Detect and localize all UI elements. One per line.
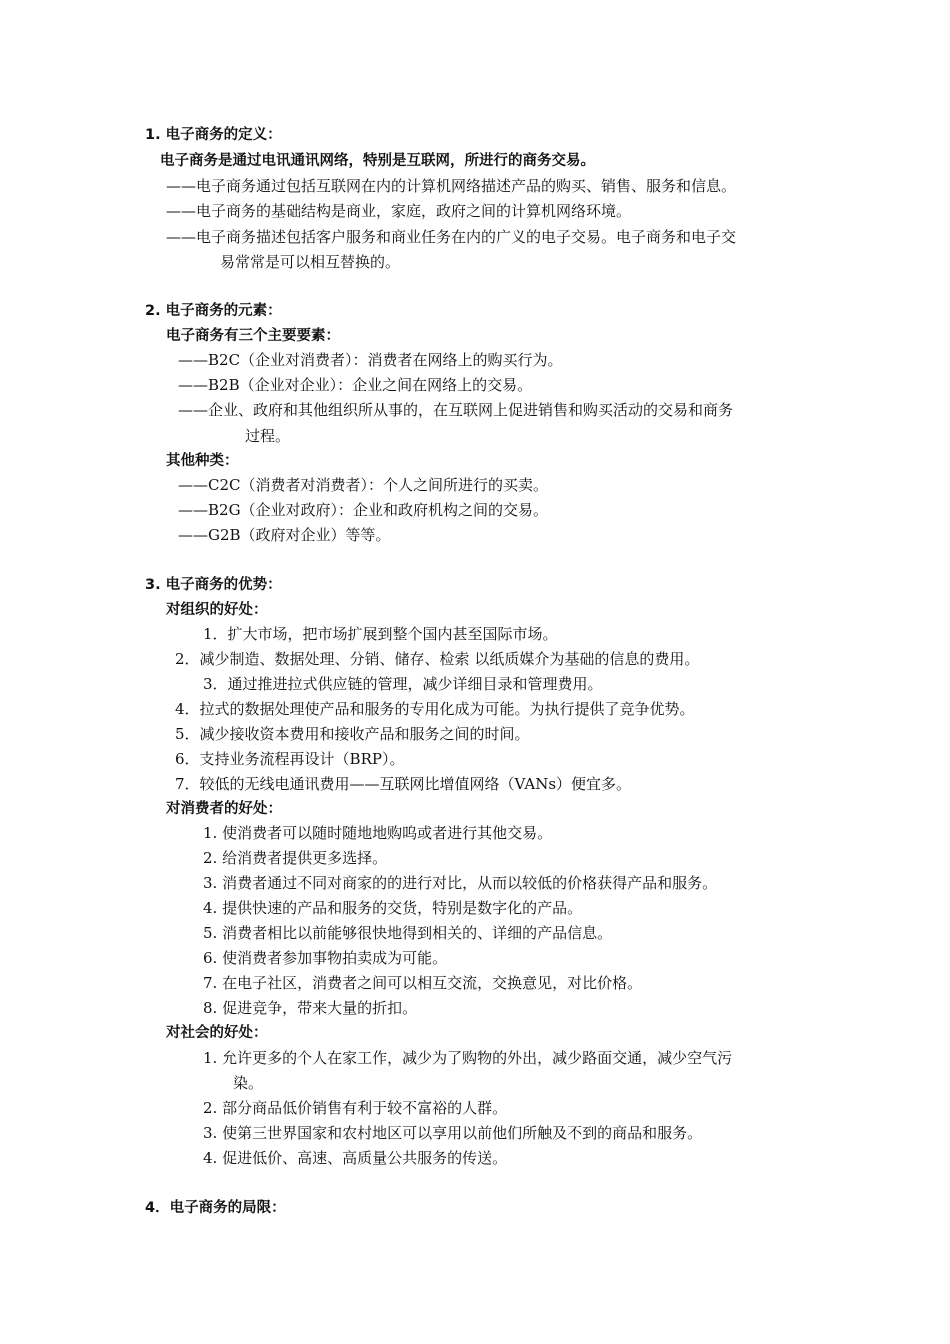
section-2-item: ——B2C（企业对消费者）：消费者在网络上的购买行为。 <box>178 351 563 369</box>
consumer-benefit-item: 5. 消费者相比以前能够很快地得到相关的、详细的产品信息。 <box>203 924 613 942</box>
other-type-item: ——B2G（企业对政府）：企业和政府机构之间的交易。 <box>178 501 549 519</box>
other-type-item: ——G2B（政府对企业）等等。 <box>178 526 391 544</box>
section-2-lead: 电子商务有三个主要要素： <box>166 328 340 344</box>
consumer-benefit-item: 7. 在电子社区，消费者之间可以相互交流，交换意见，对比价格。 <box>203 974 643 992</box>
section-1-item: ——电子商务描述包括客户服务和商业任务在内的广义的电子交易。电子商务和电子交 <box>166 228 737 246</box>
section-1-item: ——电子商务的基础结构是商业，家庭，政府之间的计算机网络环境。 <box>166 202 632 220</box>
org-benefit-item: 3．通过推进拉式供应链的管理，减少详细目录和管理费用。 <box>203 675 603 693</box>
section-1-heading: 1. 电子商务的定义： <box>145 127 282 143</box>
consumer-benefit-item: 2. 给消费者提供更多选择。 <box>203 849 388 867</box>
society-benefit-item: 3. 使第三世界国家和农村地区可以享用以前他们所触及不到的商品和服务。 <box>203 1124 703 1142</box>
section-1-lead: 电子商务是通过电讯通讯网络，特别是互联网，所进行的商务交易。 <box>160 153 595 169</box>
consumer-benefit-item: 4. 提供快速的产品和服务的交货，特别是数字化的产品。 <box>203 899 583 917</box>
consumer-benefit-item: 8. 促进竞争，带来大量的折扣。 <box>203 999 418 1017</box>
org-benefits-heading: 对组织的好处： <box>166 602 268 618</box>
society-benefits-heading: 对社会的好处： <box>166 1025 268 1041</box>
other-types-heading: 其他种类： <box>166 453 239 469</box>
other-type-item: ——C2C（消费者对消费者）：个人之间所进行的买卖。 <box>178 476 548 494</box>
society-benefit-item: 1. 允许更多的个人在家工作，减少为了购物的外出，减少路面交通，减少空气污 <box>203 1049 733 1067</box>
consumer-benefit-item: 6. 使消费者参加事物拍卖成为可能。 <box>203 949 448 967</box>
society-benefit-item-continuation: 染。 <box>233 1074 264 1092</box>
section-2-heading: 2. 电子商务的元素： <box>145 303 282 319</box>
org-benefit-item: 6．支持业务流程再设计（BRP）。 <box>175 750 405 768</box>
section-2-item: ——企业、政府和其他组织所从事的，在互联网上促进销售和购买活动的交易和商务 <box>178 401 734 419</box>
section-4-heading: 4．电子商务的局限： <box>145 1200 286 1216</box>
section-1-item: ——电子商务通过包括互联网在内的计算机网络描述产品的购买、销售、服务和信息。 <box>166 177 737 195</box>
section-2-item-continuation: 过程。 <box>245 427 291 445</box>
org-benefit-item: 1．扩大市场，把市场扩展到整个国内甚至国际市场。 <box>203 625 558 643</box>
org-benefit-item: 4．拉式的数据处理使产品和服务的专用化成为可能。为执行提供了竞争优势。 <box>175 700 695 718</box>
section-1-item-continuation: 易常常是可以相互替换的。 <box>220 253 401 271</box>
consumer-benefit-item: 3. 消费者通过不同对商家的的进行对比，从而以较低的价格获得产品和服务。 <box>203 874 718 892</box>
society-benefit-item: 4. 促进低价、高速、高质量公共服务的传送。 <box>203 1149 508 1167</box>
section-3-heading: 3. 电子商务的优势： <box>145 577 282 593</box>
section-2-item: ——B2B（企业对企业）：企业之间在网络上的交易。 <box>178 376 533 394</box>
society-benefit-item: 2. 部分商品低价销售有利于较不富裕的人群。 <box>203 1099 508 1117</box>
consumer-benefit-item: 1. 使消费者可以随时随地地购呜或者进行其他交易。 <box>203 824 553 842</box>
org-benefit-item: 7．较低的无线电通讯费用——互联网比增值网络（VANs）便宜多。 <box>175 775 632 793</box>
org-benefit-item: 5．减少接收资本费用和接收产品和服务之间的时间。 <box>175 725 530 743</box>
org-benefit-item: 2．减少制造、数据处理、分销、储存、检索 以纸质媒介为基础的信息的费用。 <box>175 650 700 668</box>
consumer-benefits-heading: 对消费者的好处： <box>166 801 282 817</box>
